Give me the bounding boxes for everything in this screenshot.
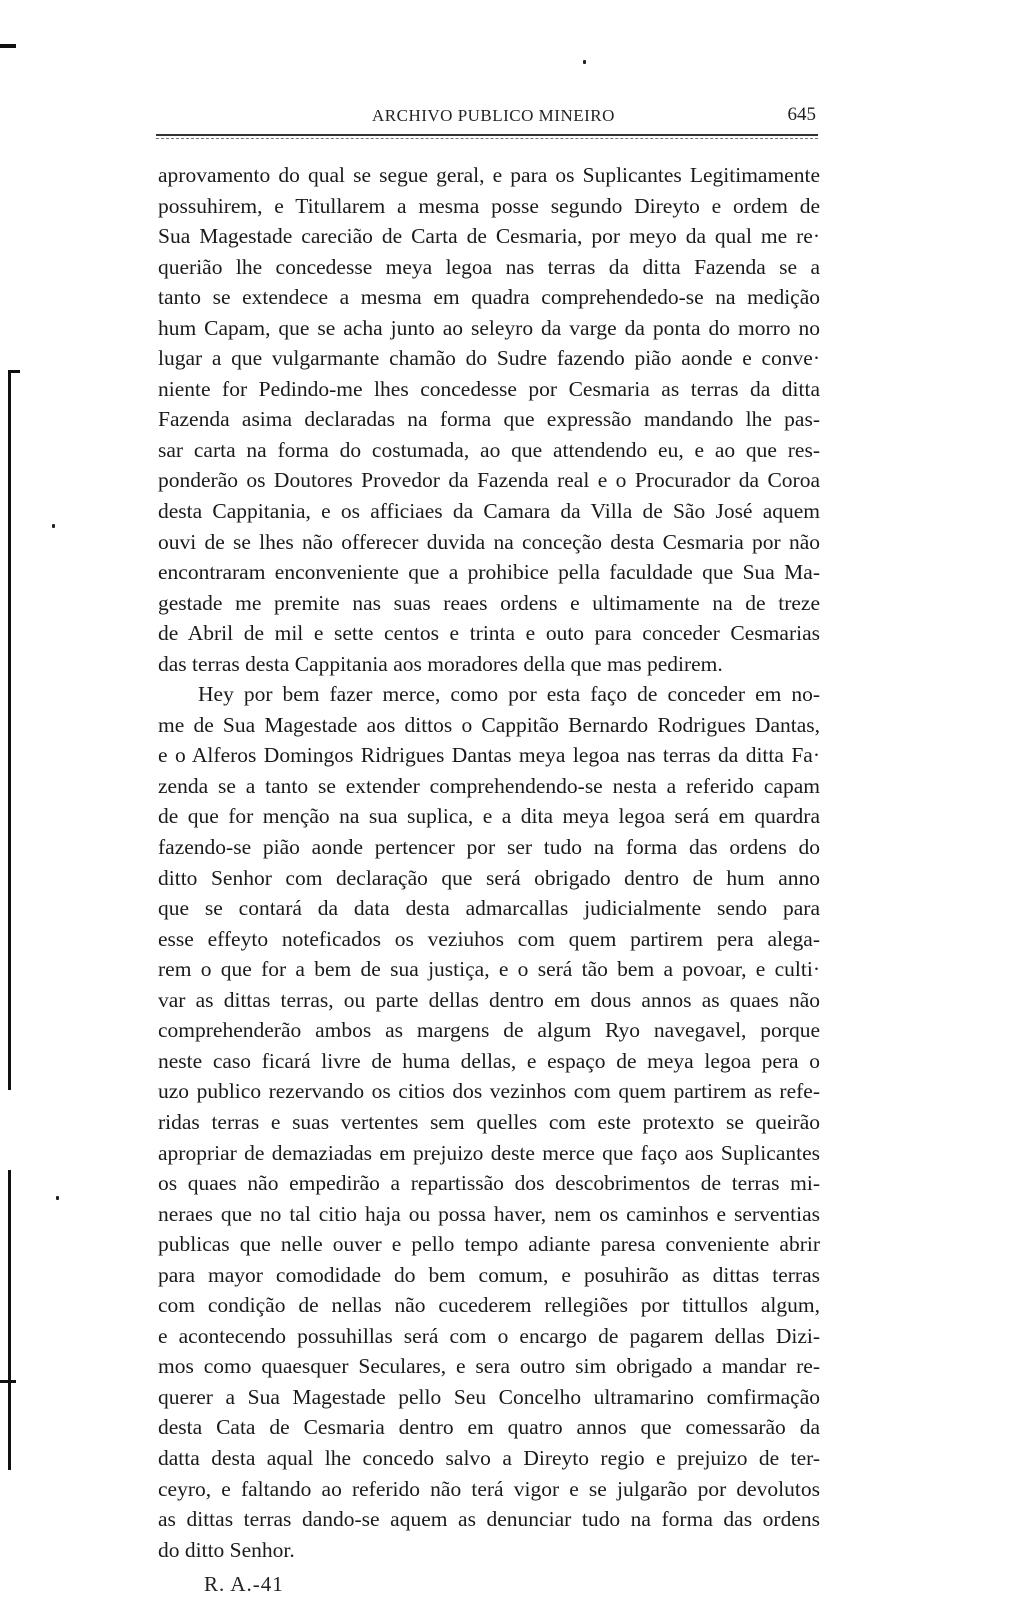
page-number: 645: [787, 104, 816, 125]
text-line: ditto Senhor com declaração que será obrigado dentro de hum anno: [158, 865, 820, 890]
text-line: Sua Magestade carecião de Carta de Cesmaria, por meyo da qual me re·: [158, 224, 820, 249]
header-rule: [156, 138, 818, 139]
scan-speck: [52, 524, 55, 528]
text-line: desta Cata de Cesmaria dentro em quatro annos que comessarão da: [158, 1415, 820, 1440]
text-line: possuhirem, e Titullarem a mesma posse segundo Direyto e ordem de: [158, 193, 820, 218]
text-line: Fazenda asima declaradas na forma que expressão mandando lhe pas-: [158, 407, 820, 432]
text-line: de Abril de mil e sette centos e trinta e outo para conceder Cesmarias: [158, 621, 820, 646]
text-line: esse effeyto noteficados os veziuhos com quem partirem pera alega-: [158, 926, 820, 951]
text-line: ceyro, e faltando ao referido não terá vigor e se julgarão por devolutos: [158, 1476, 820, 1501]
text-line: ouvi de se lhes não offerecer duvida na conceção desta Cesmaria por não: [158, 529, 820, 554]
text-line: querer a Sua Magestade pello Seu Concelho ultramarino comfirmação: [158, 1384, 820, 1409]
text-line: lugar a que vulgarmante chamão do Sudre fazendo pião aonde e conve·: [158, 346, 820, 371]
text-line: var as dittas terras, ou parte dellas dentro em dous annos as quaes não: [158, 987, 820, 1012]
running-head: ARCHIVO PUBLICO MINEIRO: [372, 106, 615, 125]
text-line: sar carta na forma do costumada, ao que attendendo eu, e ao que res-: [158, 437, 820, 462]
text-line: gestade me premite nas suas reaes ordens e ultimamente na de treze: [158, 590, 820, 615]
text-line: ponderão os Doutores Provedor da Fazenda real e o Procurador da Coroa: [158, 468, 820, 493]
scan-edge-mark: [0, 1380, 16, 1383]
text-line: das terras desta Cappitania aos moradores della que mas pedirem.: [158, 651, 723, 676]
text-line: uzo publico rezervando os citios dos vezinhos com quem partirem as refe-: [158, 1079, 820, 1104]
text-line: neste caso ficará livre de huma dellas, e espaço de meya legoa pera o: [158, 1048, 820, 1073]
text-line: zenda se a tanto se extender comprehendendo-se nesta a referido capam: [158, 773, 820, 798]
text-line: rem o que for a bem de sua justiça, e o será tão bem a povoar, e culti·: [158, 957, 820, 982]
text-line: publicas que nelle ouver e pello tempo adiante paresa conveniente abrir: [158, 1232, 820, 1257]
text-line: fazendo-se pião aonde pertencer por ser tudo na forma das ordens do: [158, 835, 820, 860]
text-line: comprehenderão ambos as margens de algum Ryo navegavel, porque: [158, 1018, 820, 1043]
scan-speck: [583, 60, 586, 64]
text-line: mos como quaesquer Seculares, e sera outro sim obrigado a mandar re-: [158, 1354, 820, 1379]
text-line: apropriar de demaziadas em prejuizo deste merce que faço aos Suplicantes: [158, 1140, 820, 1165]
footer-reference: R. A.-41: [204, 1572, 284, 1596]
page-header: [158, 104, 818, 132]
text-line: hum Capam, que se acha junto ao seleyro da varge da ponta do morro no: [158, 315, 820, 340]
scan-edge-mark: [8, 1170, 11, 1470]
text-line: as dittas terras dando-se aquem as denunciar tudo na forma das ordens: [158, 1507, 820, 1532]
body-text: [158, 160, 820, 1565]
text-line: tanto se extendece a mesma em quadra comprehendedo-se na medição: [158, 285, 820, 310]
text-line: e acontecendo possuhillas será com o encargo de pagarem dellas Dizi-: [158, 1323, 820, 1348]
text-line: querião lhe concedesse meya legoa nas terras da ditta Fazenda se a: [158, 254, 820, 279]
text-line: e o Alferos Domingos Ridrigues Dantas meya legoa nas terras da ditta Fa·: [158, 743, 820, 768]
text-line: de que for menção na sua suplica, e a dita meya legoa será em quardra: [158, 804, 820, 829]
scan-edge-mark: [0, 44, 16, 48]
text-line: do ditto Senhor.: [158, 1537, 295, 1562]
text-line: com condição de nellas não cucederem rellegiões por tittullos algum,: [158, 1293, 820, 1318]
text-line: aprovamento do qual se segue geral, e para os Suplicantes Legitimamente: [158, 163, 820, 187]
scan-speck: [56, 1196, 59, 1200]
text-line: me de Sua Magestade aos dittos o Cappitão Bernardo Rodrigues Dantas,: [158, 712, 820, 737]
text-line: desta Cappitania, e os afficiaes da Camara da Villa de São José aquem: [158, 499, 820, 524]
text-line: niente for Pedindo-me lhes concedesse por Cesmaria as terras da ditta: [158, 376, 820, 401]
header-rule: [156, 134, 818, 136]
text-line: datta desta aqual lhe concedo salvo a Direyto regio e prejuizo de ter-: [158, 1445, 820, 1470]
text-line: que se contará da data desta admarcallas judicialmente sendo para: [158, 896, 820, 921]
text-line: neraes que no tal citio haja ou possa haver, nem os caminhos e serventias: [158, 1201, 820, 1226]
text-line: ridas terras e suas vertentes sem quelles com este protexto se queirão: [158, 1109, 820, 1134]
text-line: os quaes não empedirão a repartissão dos descobrimentos de terras mi-: [158, 1171, 820, 1196]
scan-edge-mark: [8, 370, 11, 1090]
text-line: Hey por bem fazer merce, como por esta faço de conceder em no-: [198, 682, 820, 707]
text-line: para mayor comodidade do bem comum, e posuhirão as dittas terras: [158, 1262, 820, 1287]
text-line: encontraram enconveniente que a prohibice pella faculdade que Sua Ma-: [158, 560, 820, 585]
